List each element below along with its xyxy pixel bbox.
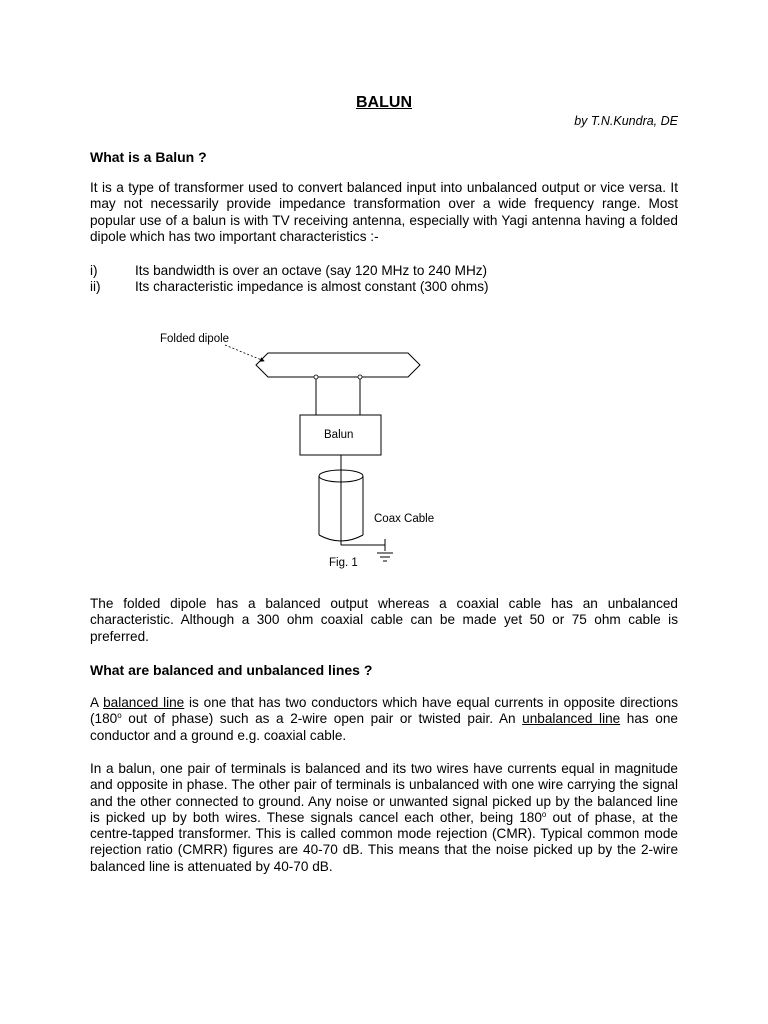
common-mode-rejection-paragraph xyxy=(90,761,678,875)
folded-dipole-label: Folded dipole xyxy=(160,333,230,345)
balun-label: Balun xyxy=(324,429,354,441)
list-text: Its bandwidth is over an octave (say 120 MHz to 240 MHz) xyxy=(135,263,488,278)
degree-superscript: o xyxy=(541,809,547,819)
figure-caption: Fig. 1 xyxy=(329,557,358,569)
list-text: Its characteristic impedance is almost constant (300 ohms) xyxy=(135,279,489,294)
section-heading-balanced-lines: What are balanced and unbalanced lines ? xyxy=(90,662,373,678)
label-leader-line xyxy=(225,345,264,361)
dipole-terminal-left xyxy=(314,375,318,379)
text-run: has one conductor and a ground e.g. coaxial cable. xyxy=(90,711,678,743)
balun-figure xyxy=(140,325,470,580)
folded-dipole-shape xyxy=(256,353,420,377)
balanced-line-paragraph xyxy=(90,695,678,744)
document-title: BALUN xyxy=(356,94,412,111)
degree-superscript: o xyxy=(117,711,122,721)
list-number: ii) xyxy=(90,279,101,294)
intro-paragraph: It is a type of transformer used to convert balanced input into unbalanced output or vice versa. It may not necessarily provide impedance transformation over a wide frequency range. Most popular use of a balun is with TV receiving antenna, especially with Yagi antenna having a folded dipole which has two important characteristics :- xyxy=(90,180,678,244)
folded-dipole-paragraph: The folded dipole has a balanced output whereas a coaxial cable has an unbalanced characteristic. Although a 300 ohm coaxial cable can be made yet 50 or 75 ohm cable is preferred. xyxy=(90,596,678,644)
text-run: A xyxy=(90,695,104,710)
section-heading-what-is-balun: What is a Balun ? xyxy=(90,149,207,165)
text-run: In a balun, one pair of terminals is balanced and its two wires have currents equal in magnitude and opposite in phase. The other pair of terminals is unbalanced with one wire carrying the signal and the other connected to ground. Any noise or unwanted signal picked up by the balanced line is picked up by both wires. These signals cancel each other, being 180 xyxy=(90,761,678,825)
text-run: out of phase) such as a 2-wire open pair or twisted pair. An xyxy=(121,711,523,727)
term-unbalanced-line: unbalanced line xyxy=(522,711,621,727)
text-run: is one that has two conductors which have equal currents in opposite directions (180 xyxy=(90,695,678,727)
coax-cable-label: Coax Cable xyxy=(374,513,435,525)
author-byline: by T.N.Kundra, DE xyxy=(574,114,678,128)
term-balanced-line: balanced line xyxy=(103,695,185,710)
balun-diagram xyxy=(140,325,470,580)
dipole-terminal-right xyxy=(358,375,362,379)
list-number: i) xyxy=(90,263,98,278)
text-run: out of phase, at the centre-tapped transformer. This is called common mode rejection (CMR). Typical common mode rejection ratio (CMRR) figures are 40-70 dB. This means that the noise picked up by the 2-wire balanced line is attenuated by 40-70 dB. xyxy=(90,809,678,874)
